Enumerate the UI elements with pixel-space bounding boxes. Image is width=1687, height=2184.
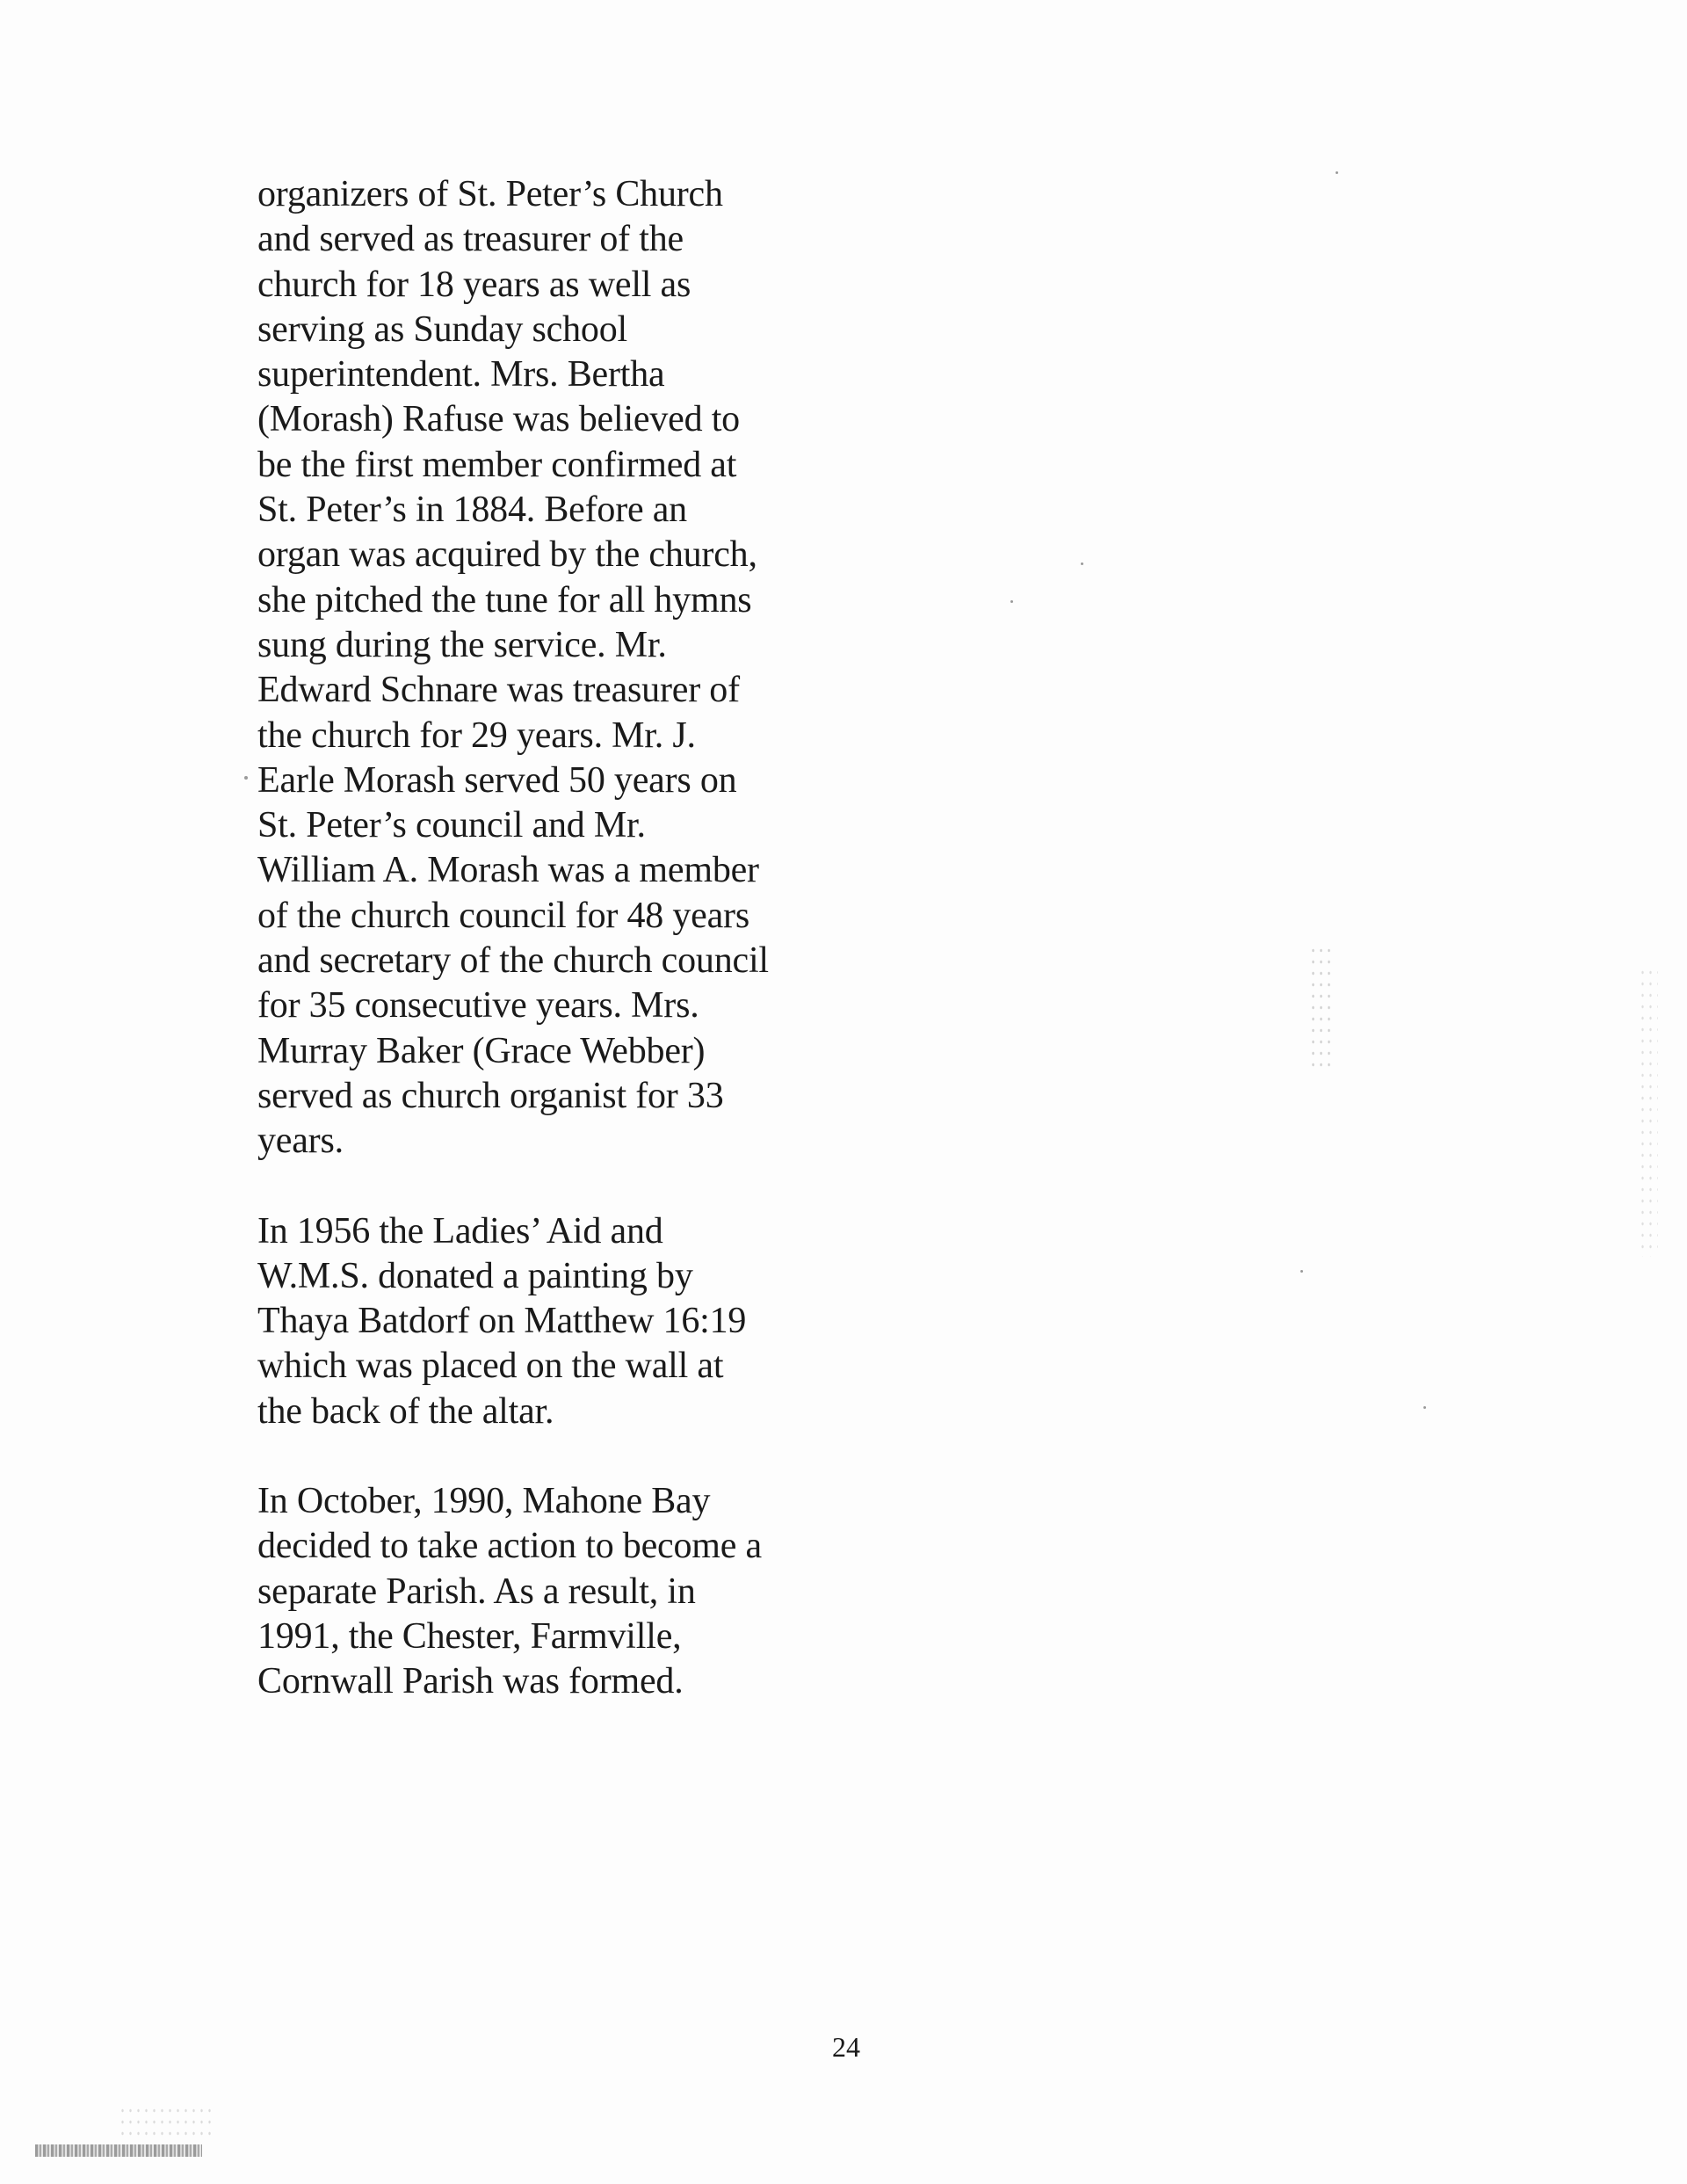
text-line: of the church council for 48 years: [257, 895, 749, 936]
scan-smudge: [35, 2144, 202, 2157]
paragraph: [257, 172, 837, 1165]
text-line: organ was acquired by the church,: [257, 534, 757, 576]
text-line: for 35 consecutive years. Mrs.: [257, 985, 699, 1027]
text-line: served as church organist for 33: [257, 1075, 724, 1116]
text-line: which was placed on the wall at: [257, 1346, 724, 1387]
text-line: W.M.S. donated a painting by: [257, 1255, 693, 1296]
text-line: Earle Morash served 50 years on: [257, 759, 737, 801]
paragraph: [257, 1209, 837, 1434]
text-line: serving as Sunday school: [257, 308, 627, 350]
text-line: and secretary of the church council: [257, 940, 769, 982]
text-line: Murray Baker (Grace Webber): [257, 1030, 706, 1071]
scan-noise: [1309, 945, 1336, 1068]
text-line: be the first member confirmed at: [257, 444, 737, 485]
text-line: organizers of St. Peter’s Church: [257, 174, 723, 214]
scan-noise: [119, 2105, 215, 2140]
text-line: church for 18 years as well as: [257, 264, 691, 305]
text-line: decided to take action to become a: [257, 1526, 762, 1567]
text-line: In 1956 the Ladies’ Aid and: [257, 1210, 663, 1252]
paragraph: [257, 1479, 837, 1704]
text-line: years.: [257, 1121, 344, 1162]
text-line: and served as treasurer of the: [257, 219, 684, 260]
text-line: Thaya Batdorf on Matthew 16:19: [257, 1301, 747, 1342]
scan-speck: [1010, 600, 1013, 603]
scan-speck: [244, 776, 248, 780]
text-line: 1991, the Chester, Farmville,: [257, 1615, 682, 1657]
text-line: St. Peter’s in 1884. Before an: [257, 490, 687, 531]
scan-noise: [1639, 967, 1658, 1257]
page-number: 24: [832, 2031, 860, 2063]
scan-speck: [1081, 562, 1083, 565]
text-line: superintendent. Mrs. Bertha: [257, 354, 665, 395]
body-text: [257, 172, 837, 1705]
text-line: the church for 29 years. Mr. J.: [257, 715, 696, 756]
text-line: sung during the service. Mr.: [257, 624, 667, 665]
scan-speck: [1423, 1406, 1426, 1409]
text-line: she pitched the tune for all hymns: [257, 579, 752, 620]
scan-speck: [1336, 171, 1338, 174]
text-line: St. Peter’s council and Mr.: [257, 805, 646, 846]
text-line: William A. Morash was a member: [257, 850, 759, 891]
text-line: In October, 1990, Mahone Bay: [257, 1481, 711, 1522]
text-line: Edward Schnare was treasurer of: [257, 670, 740, 711]
text-line: separate Parish. As a result, in: [257, 1571, 696, 1612]
scan-speck: [1300, 1270, 1303, 1273]
text-line: (Morash) Rafuse was believed to: [257, 399, 740, 440]
text-line: Cornwall Parish was formed.: [257, 1661, 684, 1702]
text-line: the back of the altar.: [257, 1390, 554, 1432]
